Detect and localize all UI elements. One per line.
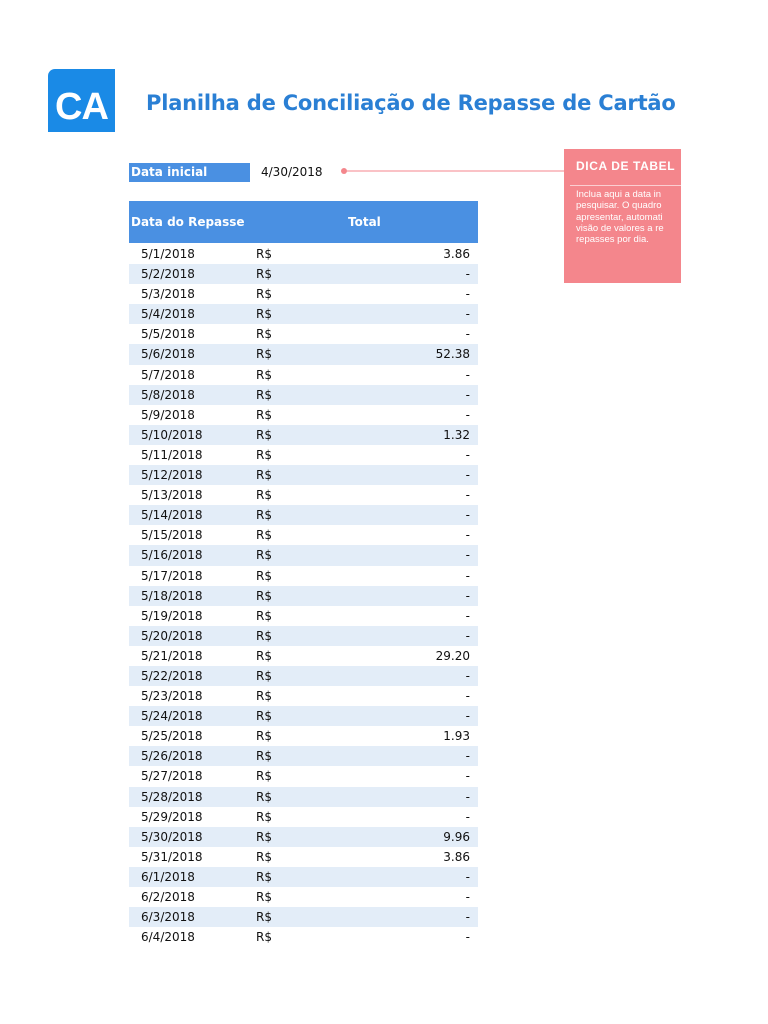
connector-dot — [341, 168, 347, 174]
table-row[interactable] — [129, 284, 478, 304]
row-currency: R$ — [256, 588, 272, 603]
row-total: - — [465, 468, 470, 483]
table-row[interactable] — [129, 304, 478, 324]
row-total: - — [465, 508, 470, 523]
row-total: - — [465, 789, 470, 804]
row-date: 6/3/2018 — [141, 910, 195, 925]
row-date: 5/31/2018 — [141, 849, 203, 864]
row-total: - — [465, 447, 470, 462]
row-currency: R$ — [256, 608, 272, 623]
row-currency: R$ — [256, 789, 272, 804]
row-currency: R$ — [256, 668, 272, 683]
table-row[interactable] — [129, 566, 478, 586]
table-row[interactable] — [129, 445, 478, 465]
row-currency: R$ — [256, 769, 272, 784]
row-total: - — [465, 588, 470, 603]
table-row[interactable] — [129, 264, 478, 284]
row-date: 5/16/2018 — [141, 548, 203, 563]
row-currency: R$ — [256, 307, 272, 322]
table-row[interactable] — [129, 525, 478, 545]
table-row[interactable] — [129, 847, 478, 867]
transfer-table-body — [129, 244, 478, 947]
table-row[interactable] — [129, 787, 478, 807]
table-row[interactable] — [129, 465, 478, 485]
row-currency: R$ — [256, 327, 272, 342]
table-row[interactable] — [129, 244, 478, 264]
row-date: 5/4/2018 — [141, 307, 195, 322]
tip-divider — [570, 185, 681, 186]
row-total: - — [465, 608, 470, 623]
row-date: 5/26/2018 — [141, 749, 203, 764]
table-row[interactable] — [129, 726, 478, 746]
row-currency: R$ — [256, 910, 272, 925]
row-currency: R$ — [256, 628, 272, 643]
table-row[interactable] — [129, 887, 478, 907]
table-row[interactable] — [129, 827, 478, 847]
row-total: 29.20 — [435, 648, 470, 663]
row-date: 6/2/2018 — [141, 890, 195, 904]
row-date: 5/28/2018 — [141, 789, 203, 804]
table-header — [129, 201, 478, 243]
row-currency: R$ — [256, 447, 272, 462]
table-row[interactable] — [129, 706, 478, 726]
row-currency: R$ — [256, 729, 272, 744]
table-row[interactable] — [129, 666, 478, 686]
row-currency: R$ — [256, 930, 272, 945]
row-date: 5/9/2018 — [141, 407, 195, 422]
row-currency: R$ — [256, 247, 272, 261]
start-date-value[interactable]: 4/30/2018 — [261, 165, 323, 179]
row-date: 5/21/2018 — [141, 648, 203, 663]
row-currency: R$ — [256, 387, 272, 402]
table-row[interactable] — [129, 586, 478, 606]
row-currency: R$ — [256, 568, 272, 583]
row-currency: R$ — [256, 407, 272, 422]
row-date: 5/12/2018 — [141, 468, 203, 483]
row-total: 1.32 — [443, 427, 470, 442]
row-currency: R$ — [256, 849, 272, 864]
tip-body: Inclua aqui a data in pesquisar. O quadro apresentar, automati visão de valores a re repasses por dia. — [576, 189, 664, 246]
table-row[interactable] — [129, 385, 478, 405]
tip-box — [564, 149, 681, 283]
row-date: 5/8/2018 — [141, 387, 195, 402]
row-total: - — [465, 367, 470, 382]
row-currency: R$ — [256, 890, 272, 904]
row-total: 52.38 — [435, 347, 470, 362]
row-total: - — [465, 668, 470, 683]
row-date: 5/3/2018 — [141, 287, 195, 302]
row-date: 5/13/2018 — [141, 488, 203, 503]
row-currency: R$ — [256, 528, 272, 543]
row-date: 5/20/2018 — [141, 628, 203, 643]
row-date: 5/18/2018 — [141, 588, 203, 603]
row-total: - — [465, 749, 470, 764]
tip-title: DICA DE TABEL — [576, 159, 676, 173]
table-row[interactable] — [129, 365, 478, 385]
row-total: - — [465, 287, 470, 302]
row-date: 5/22/2018 — [141, 668, 203, 683]
ca-logo: CA — [48, 69, 115, 132]
row-total: - — [465, 890, 470, 904]
row-date: 5/27/2018 — [141, 769, 203, 784]
row-date: 5/17/2018 — [141, 568, 203, 583]
table-row[interactable] — [129, 505, 478, 525]
row-currency: R$ — [256, 548, 272, 563]
row-total: - — [465, 327, 470, 342]
row-currency: R$ — [256, 749, 272, 764]
table-row[interactable] — [129, 807, 478, 827]
row-currency: R$ — [256, 508, 272, 523]
row-total: - — [465, 869, 470, 884]
table-row[interactable] — [129, 907, 478, 927]
table-row[interactable] — [129, 425, 478, 445]
row-total: - — [465, 307, 470, 322]
row-currency: R$ — [256, 267, 272, 282]
row-currency: R$ — [256, 427, 272, 442]
row-date: 5/25/2018 — [141, 729, 203, 744]
row-total: - — [465, 689, 470, 704]
row-date: 5/30/2018 — [141, 829, 203, 844]
table-row[interactable] — [129, 405, 478, 425]
table-row[interactable] — [129, 485, 478, 505]
row-currency: R$ — [256, 468, 272, 483]
row-total: 1.93 — [443, 729, 470, 744]
row-total: - — [465, 769, 470, 784]
row-total: - — [465, 548, 470, 563]
table-row[interactable] — [129, 324, 478, 344]
row-currency: R$ — [256, 689, 272, 704]
row-currency: R$ — [256, 488, 272, 503]
row-total: - — [465, 930, 470, 945]
row-total: - — [465, 528, 470, 543]
row-total: - — [465, 910, 470, 925]
table-row[interactable] — [129, 927, 478, 947]
row-total: - — [465, 488, 470, 503]
row-date: 5/29/2018 — [141, 809, 203, 824]
row-date: 5/5/2018 — [141, 327, 195, 342]
row-currency: R$ — [256, 347, 272, 362]
table-row[interactable] — [129, 626, 478, 646]
row-currency: R$ — [256, 367, 272, 382]
header-date: Data do Repasse — [131, 215, 245, 229]
row-total: 9.96 — [443, 829, 470, 844]
table-row[interactable] — [129, 686, 478, 706]
row-total: - — [465, 568, 470, 583]
row-total: - — [465, 387, 470, 402]
row-date: 5/10/2018 — [141, 427, 203, 442]
row-total: - — [465, 407, 470, 422]
row-date: 5/23/2018 — [141, 689, 203, 704]
row-date: 5/24/2018 — [141, 709, 203, 724]
row-date: 5/1/2018 — [141, 247, 195, 261]
row-date: 6/1/2018 — [141, 869, 195, 884]
page-title: Planilha de Conciliação de Repasse de Cartão — [146, 91, 676, 115]
row-currency: R$ — [256, 648, 272, 663]
row-date: 5/14/2018 — [141, 508, 203, 523]
row-date: 5/2/2018 — [141, 267, 195, 282]
row-date: 6/4/2018 — [141, 930, 195, 945]
row-currency: R$ — [256, 809, 272, 824]
table-row[interactable] — [129, 746, 478, 766]
row-date: 5/19/2018 — [141, 608, 203, 623]
row-date: 5/11/2018 — [141, 447, 203, 462]
row-currency: R$ — [256, 709, 272, 724]
row-currency: R$ — [256, 287, 272, 302]
row-currency: R$ — [256, 829, 272, 844]
row-total: - — [465, 628, 470, 643]
table-row[interactable] — [129, 606, 478, 626]
row-total: - — [465, 709, 470, 724]
table-row[interactable] — [129, 766, 478, 786]
tip-connector — [340, 165, 566, 175]
table-row[interactable] — [129, 545, 478, 565]
start-date-label: Data inicial — [129, 163, 250, 182]
row-date: 5/7/2018 — [141, 367, 195, 382]
table-row[interactable] — [129, 867, 478, 887]
row-total: - — [465, 267, 470, 282]
table-row[interactable] — [129, 646, 478, 666]
header-total: Total — [348, 215, 381, 229]
row-total: 3.86 — [443, 849, 470, 864]
table-row[interactable] — [129, 344, 478, 364]
row-total: - — [465, 809, 470, 824]
row-currency: R$ — [256, 869, 272, 884]
row-date: 5/6/2018 — [141, 347, 195, 362]
row-date: 5/15/2018 — [141, 528, 203, 543]
row-total: 3.86 — [443, 247, 470, 261]
